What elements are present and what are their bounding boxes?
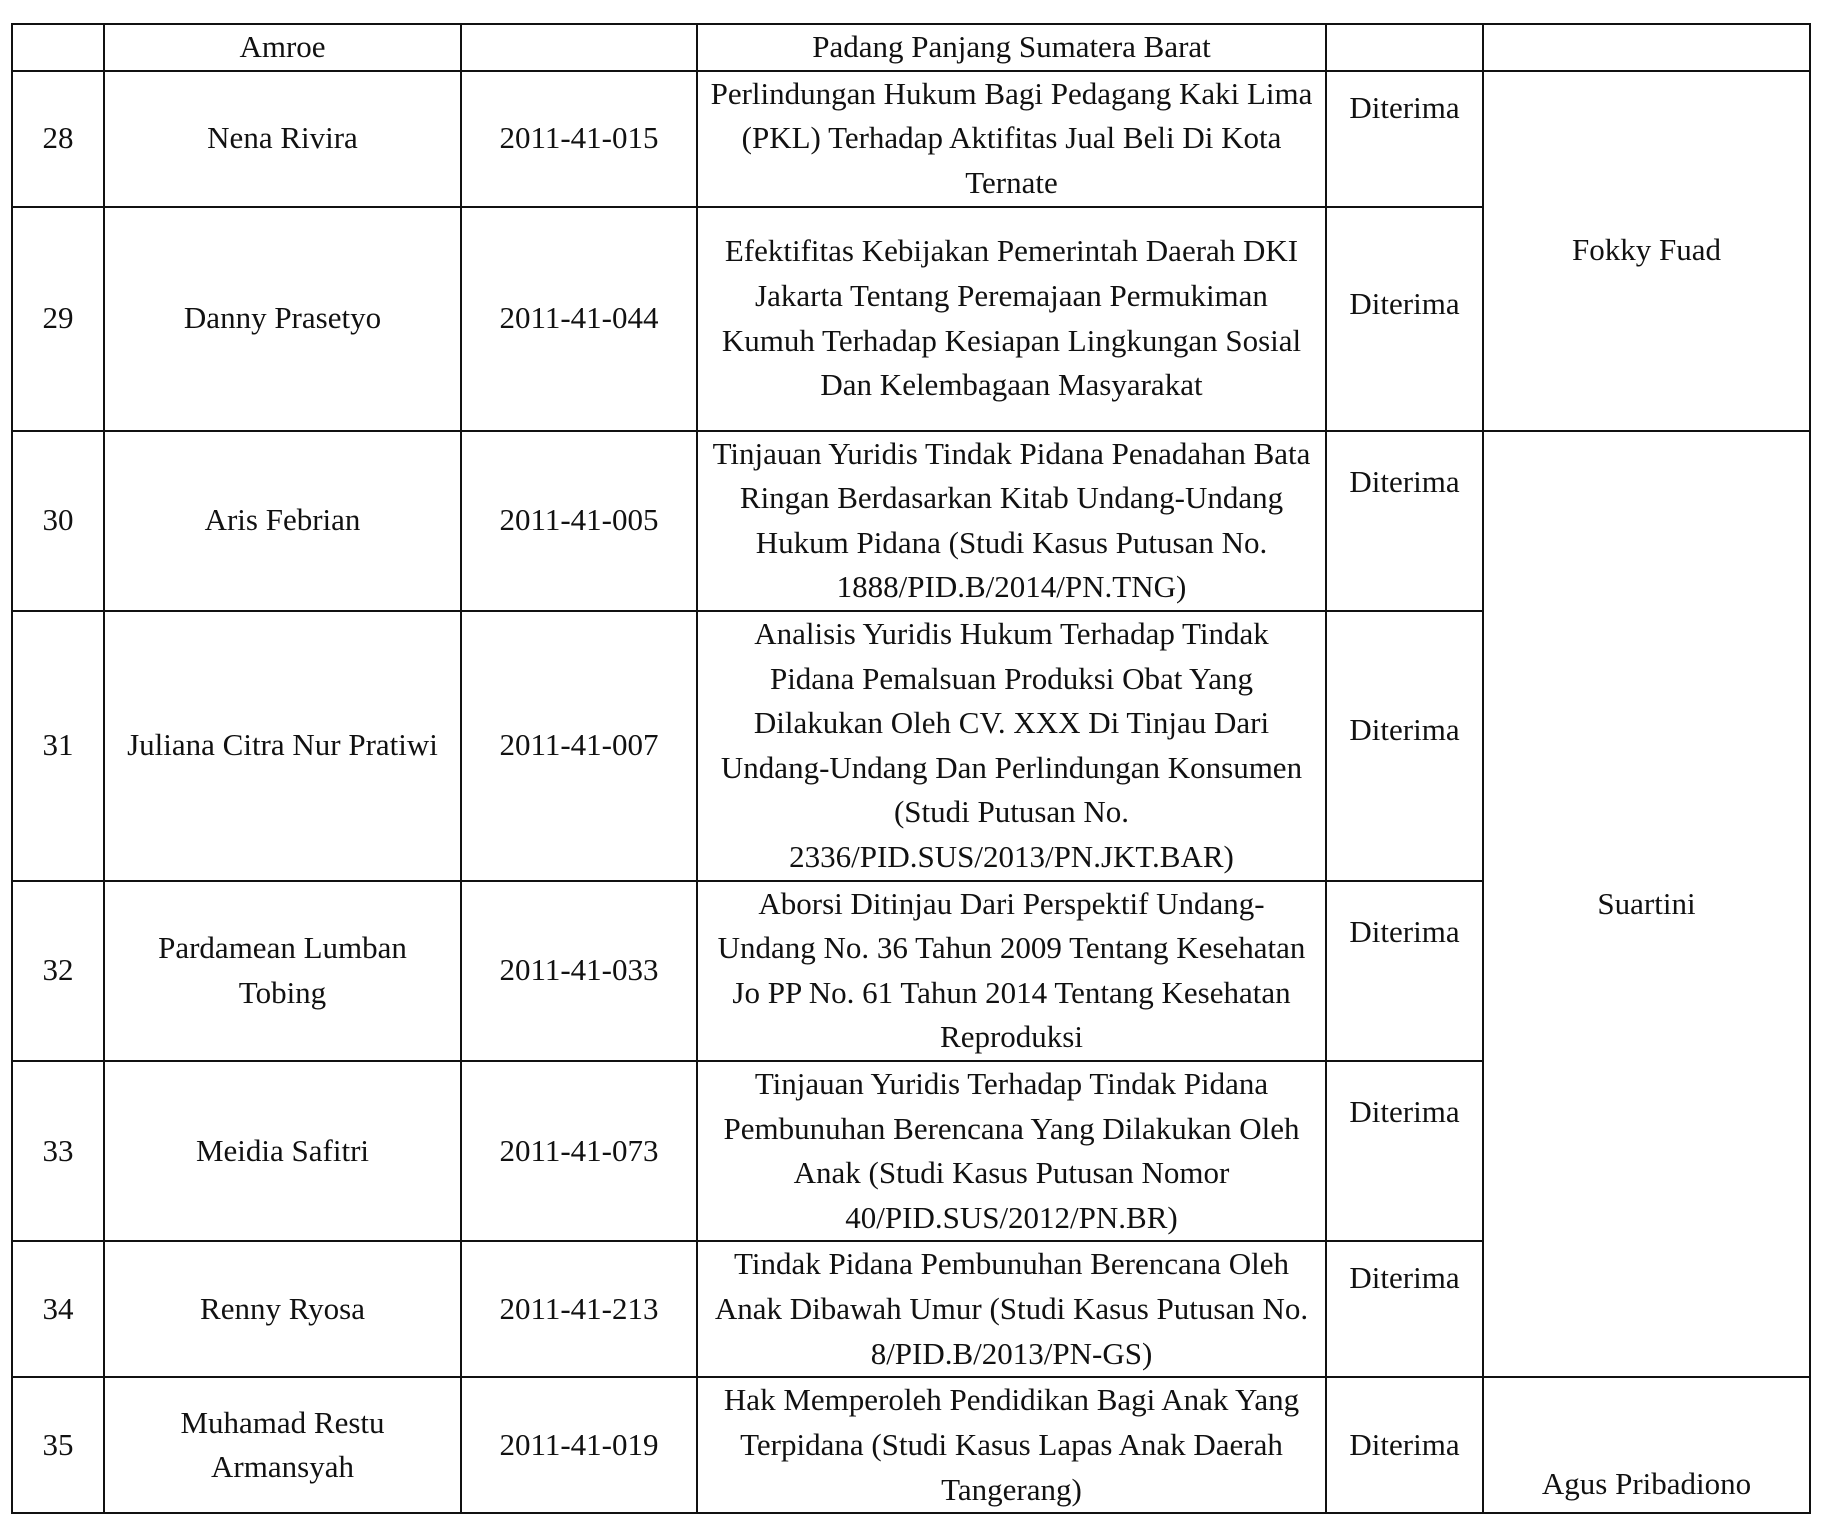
student-id: 2011-41-015 bbox=[461, 71, 697, 207]
advisor-suartini: Suartini bbox=[1483, 431, 1810, 1378]
row-number: 33 bbox=[12, 1061, 104, 1241]
row-number bbox=[12, 24, 104, 71]
thesis-title: Perlindungan Hukum Bagi Pedagang Kaki Lima (PKL) Terhadap Aktifitas Jual Beli Di Kota Ternate bbox=[697, 71, 1326, 207]
student-id: 2011-41-213 bbox=[461, 1241, 697, 1377]
status: Diterima bbox=[1326, 431, 1483, 611]
row-number: 29 bbox=[12, 207, 104, 431]
student-id: 2011-41-007 bbox=[461, 611, 697, 881]
student-name: Nena Rivira bbox=[104, 71, 461, 207]
thesis-approval-table bbox=[11, 23, 1811, 1514]
student-id: 2011-41-005 bbox=[461, 431, 697, 611]
student-name: Danny Prasetyo bbox=[104, 207, 461, 431]
student-name: Aris Febrian bbox=[104, 431, 461, 611]
student-name: Renny Ryosa bbox=[104, 1241, 461, 1377]
status: Diterima bbox=[1326, 1061, 1483, 1241]
status: Diterima bbox=[1326, 71, 1483, 207]
row-number: 28 bbox=[12, 71, 104, 207]
thesis-title: Aborsi Ditinjau Dari Perspektif Undang-Undang No. 36 Tahun 2009 Tentang Kesehatan Jo PP No. 61 Tahun 2014 Tentang Kesehatan Reproduksi bbox=[697, 881, 1326, 1061]
status: Diterima bbox=[1326, 881, 1483, 1061]
status: Diterima bbox=[1326, 611, 1483, 881]
row-number: 34 bbox=[12, 1241, 104, 1377]
status bbox=[1326, 24, 1483, 71]
row-number: 32 bbox=[12, 881, 104, 1061]
status: Diterima bbox=[1326, 207, 1483, 431]
status: Diterima bbox=[1326, 1377, 1483, 1513]
student-id: 2011-41-019 bbox=[461, 1377, 697, 1513]
table-row bbox=[12, 1377, 1810, 1513]
student-name: Muhamad Restu Armansyah bbox=[104, 1377, 461, 1513]
advisor bbox=[1483, 24, 1810, 71]
row-number: 35 bbox=[12, 1377, 104, 1513]
thesis-title: Tindak Pidana Pembunuhan Berencana Oleh Anak Dibawah Umur (Studi Kasus Putusan No. 8/PID.B/2013/PN-GS) bbox=[697, 1241, 1326, 1377]
thesis-title: Tinjauan Yuridis Terhadap Tindak Pidana Pembunuhan Berencana Yang Dilakukan Oleh Anak (Studi Kasus Putusan Nomor 40/PID.SUS/2012/PN.BR) bbox=[697, 1061, 1326, 1241]
thesis-title: Hak Memperoleh Pendidikan Bagi Anak Yang Terpidana (Studi Kasus Lapas Anak Daerah Tangerang) bbox=[697, 1377, 1326, 1513]
student-id: 2011-41-044 bbox=[461, 207, 697, 431]
thesis-title: Analisis Yuridis Hukum Terhadap Tindak Pidana Pemalsuan Produksi Obat Yang Dilakukan Oleh CV. XXX Di Tinjau Dari Undang-Undang Dan Perlindungan Konsumen (Studi Putusan No. 2336/PID.SUS/2013/PN.JKT.BAR) bbox=[697, 611, 1326, 881]
row-number: 31 bbox=[12, 611, 104, 881]
student-id: 2011-41-073 bbox=[461, 1061, 697, 1241]
table-row bbox=[12, 71, 1810, 207]
student-name: Meidia Safitri bbox=[104, 1061, 461, 1241]
student-id bbox=[461, 24, 697, 71]
thesis-title: Padang Panjang Sumatera Barat bbox=[697, 24, 1326, 71]
thesis-title: Tinjauan Yuridis Tindak Pidana Penadahan Bata Ringan Berdasarkan Kitab Undang-Undang Hukum Pidana (Studi Kasus Putusan No. 1888/PID.B/2014/PN.TNG) bbox=[697, 431, 1326, 611]
student-name: Juliana Citra Nur Pratiwi bbox=[104, 611, 461, 881]
student-name: Amroe bbox=[104, 24, 461, 71]
advisor-fokky-fuad: Fokky Fuad bbox=[1483, 71, 1810, 431]
thesis-title: Efektifitas Kebijakan Pemerintah Daerah DKI Jakarta Tentang Peremajaan Permukiman Kumuh Terhadap Kesiapan Lingkungan Sosial Dan Kelembagaan Masyarakat bbox=[697, 207, 1326, 431]
student-id: 2011-41-033 bbox=[461, 881, 697, 1061]
row-number: 30 bbox=[12, 431, 104, 611]
table-row bbox=[12, 431, 1810, 611]
advisor-agus-pribadiono: Agus Pribadiono bbox=[1483, 1377, 1810, 1513]
status: Diterima bbox=[1326, 1241, 1483, 1377]
table-row-continuation bbox=[12, 24, 1810, 71]
student-name: Pardamean Lumban Tobing bbox=[104, 881, 461, 1061]
